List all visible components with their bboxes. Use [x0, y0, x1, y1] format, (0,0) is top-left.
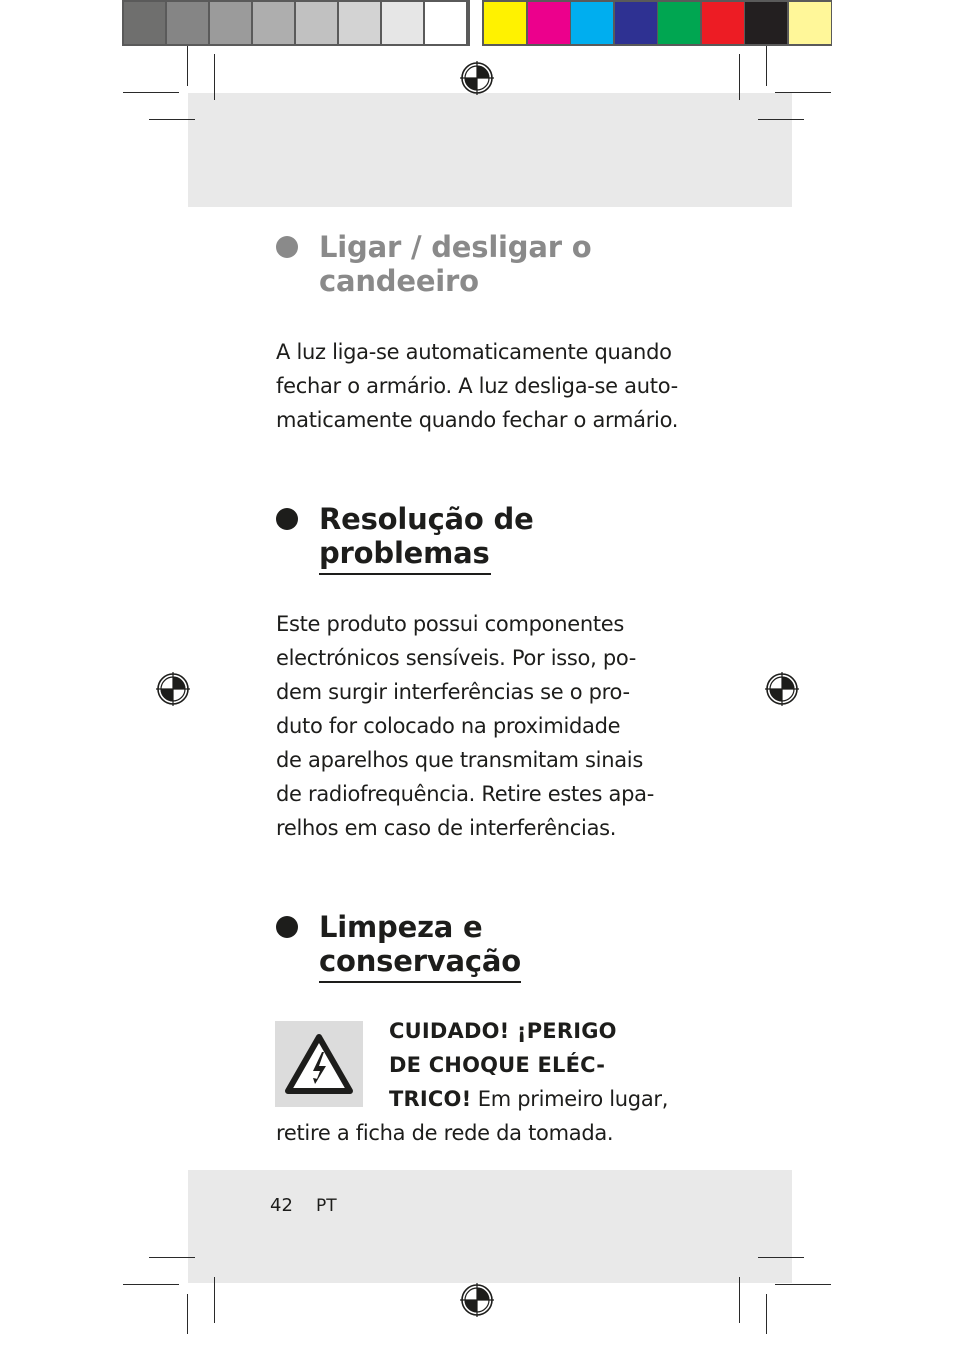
crop-mark	[758, 1257, 804, 1258]
crop-mark	[214, 1277, 215, 1323]
gray-swatch	[253, 2, 294, 44]
heading-title	[319, 910, 699, 978]
registration-mark-icon	[765, 672, 799, 706]
text-line: de radiofrequência. Retire estes apa-	[276, 782, 654, 806]
heading-line: candeeiro	[319, 264, 479, 298]
color-swatch	[702, 2, 744, 44]
warning-triangle-icon	[275, 1021, 363, 1107]
warning-paragraph	[389, 1014, 789, 1116]
language-code: PT	[316, 1196, 337, 1216]
crop-mark	[739, 54, 740, 100]
crop-mark	[149, 119, 195, 120]
crop-mark	[187, 46, 188, 86]
crop-mark	[149, 1257, 195, 1258]
lamp-paragraph	[276, 335, 679, 437]
warning-continuation	[276, 1116, 676, 1150]
header-band	[188, 93, 792, 207]
bullet-icon	[276, 236, 298, 258]
text-line: duto for colocado na proximidade	[276, 714, 621, 738]
heading-line: Resolução de	[319, 502, 534, 536]
gray-swatch	[382, 2, 423, 44]
crop-mark	[123, 92, 179, 93]
warning-bold-text: TRICO!	[389, 1087, 472, 1111]
troubleshooting-paragraph	[276, 607, 676, 845]
bullet-icon	[276, 508, 298, 530]
section-heading-cleaning	[276, 910, 696, 980]
crop-mark	[739, 1277, 740, 1323]
text-line: A luz liga-se automaticamente quando	[276, 340, 672, 364]
footer-band	[188, 1170, 792, 1283]
color-swatch	[789, 2, 831, 44]
crop-mark	[766, 1294, 767, 1334]
crop-mark	[766, 46, 767, 86]
warning-line: DE CHOQUE ELÉC-	[389, 1053, 606, 1077]
text-line: fechar o armário. A luz desliga-se auto-	[276, 374, 678, 398]
registration-mark-icon	[156, 672, 190, 706]
registration-mark-icon	[460, 61, 494, 95]
gray-swatch	[167, 2, 208, 44]
warning-line: CUIDADO! ¡PERIGO	[389, 1019, 617, 1043]
gray-swatch	[124, 2, 165, 44]
text-line: maticamente quando fechar o armário.	[276, 408, 679, 432]
text-line: de aparelhos que transmitam sinais	[276, 748, 643, 772]
heading-line: conservação	[319, 944, 521, 978]
registration-mark-icon	[460, 1283, 494, 1317]
heading-title	[319, 502, 699, 570]
section-heading-troubleshooting	[276, 502, 696, 572]
color-swatch	[528, 2, 570, 44]
gray-swatch	[210, 2, 251, 44]
gray-swatch	[425, 2, 466, 44]
crop-mark	[214, 54, 215, 100]
crop-mark	[758, 119, 804, 120]
section-heading-lamp	[276, 230, 696, 300]
warning-line	[389, 1082, 789, 1116]
color-swatch	[484, 2, 526, 44]
text-line: electrónicos sensíveis. Por isso, po-	[276, 646, 637, 670]
color-swatch	[615, 2, 657, 44]
heading-underline	[319, 573, 491, 575]
page-number: 42	[270, 1195, 293, 1216]
text-line: Este produto possui componentes	[276, 612, 625, 636]
heading-title	[319, 230, 699, 298]
text-line: retire a ficha de rede da tomada.	[276, 1121, 614, 1145]
text-line: dem surgir interferências se o pro-	[276, 680, 630, 704]
crop-mark	[775, 1284, 831, 1285]
gray-swatch	[296, 2, 337, 44]
heading-underline	[319, 981, 521, 983]
color-swatch	[745, 2, 787, 44]
text-line: relhos em caso de interferências.	[276, 816, 617, 840]
heading-line: Ligar / desligar o	[319, 230, 592, 264]
crop-mark	[187, 1294, 188, 1334]
warning-text: Em primeiro lugar,	[471, 1087, 669, 1111]
color-swatch	[571, 2, 613, 44]
crop-mark	[775, 92, 831, 93]
gray-swatch	[339, 2, 380, 44]
electric-shock-warning-icon	[275, 1021, 363, 1107]
bullet-icon	[276, 916, 298, 938]
heading-line: Limpeza e	[319, 910, 483, 944]
color-swatch	[658, 2, 700, 44]
heading-line: problemas	[319, 536, 490, 570]
crop-mark	[123, 1284, 179, 1285]
